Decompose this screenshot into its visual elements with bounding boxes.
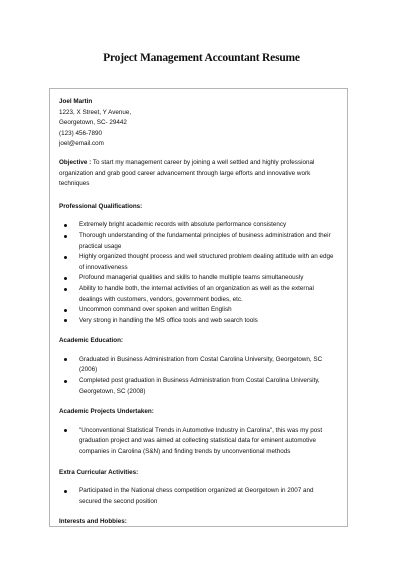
list-item: Participated in the National chess competition organized at Georgetown in 2007 and secured the second position [59,486,337,507]
objective-label: Objective : [59,158,92,166]
list-item: Highly organized thought process and well structured problem dealing attitude with an edge of innovativeness [59,252,337,273]
document-title: Project Management Accountant Resume [103,52,300,64]
list-item: Profound managerial qualities and skills to handle multiple teams simultaneously [59,273,337,284]
qualifications-heading: Professional Qualifications: [59,202,143,210]
qualifications-list [59,220,337,326]
interests-heading: Interests and Hobbies: [59,518,127,526]
projects-list [59,426,337,458]
list-item: Very strong in handling the MS office tools and web search tools [59,316,337,327]
list-item: "Unconventional Statistical Trends in Automotive Industry in Carolina", this was my post graduation project and was aimed at collecting statistical data for eminent automotive companies in Carolina (S&N) and finding trends by unconventional methods [59,426,337,458]
list-item: Graduated in Business Administration from Costal Carolina University, Georgetown, SC (2006) [59,355,337,376]
address-line-1: 1223, X Street, Y Avenue, [59,108,132,116]
email-address: joel@email.com [59,140,104,148]
phone-number: (123) 456-7890 [59,129,103,137]
extracurricular-heading: Extra Curricular Activities: [59,468,139,476]
list-item: Ability to handle both, the internal activities of an organization as well as the external dealings with customers, vendors, government bodies, etc. [59,284,337,305]
candidate-name: Joel Martin [59,98,93,105]
projects-heading: Academic Projects Undertaken: [59,408,154,416]
contact-block [59,97,337,150]
objective-paragraph [59,158,337,190]
objective-text: To start my management career by joining a well settled and highly professional organization and grab good career advancement through large efforts and innovative work techniques [59,158,315,188]
list-item: Completed post graduation in Business Administration from Costal Carolina University, Georgetown, SC (2008) [59,376,337,397]
address-line-2: Georgetown, SC- 29442 [59,119,127,127]
list-item: Extremely bright academic records with absolute performance consistency [59,220,337,231]
education-heading: Academic Education: [59,337,124,345]
extracurricular-list [59,486,337,507]
resume-body [49,88,348,527]
list-item: Uncommon command over spoken and written English [59,305,337,316]
list-item: Thorough understanding of the fundamental principles of business administration and their practical usage [59,231,337,252]
education-list [59,355,337,397]
